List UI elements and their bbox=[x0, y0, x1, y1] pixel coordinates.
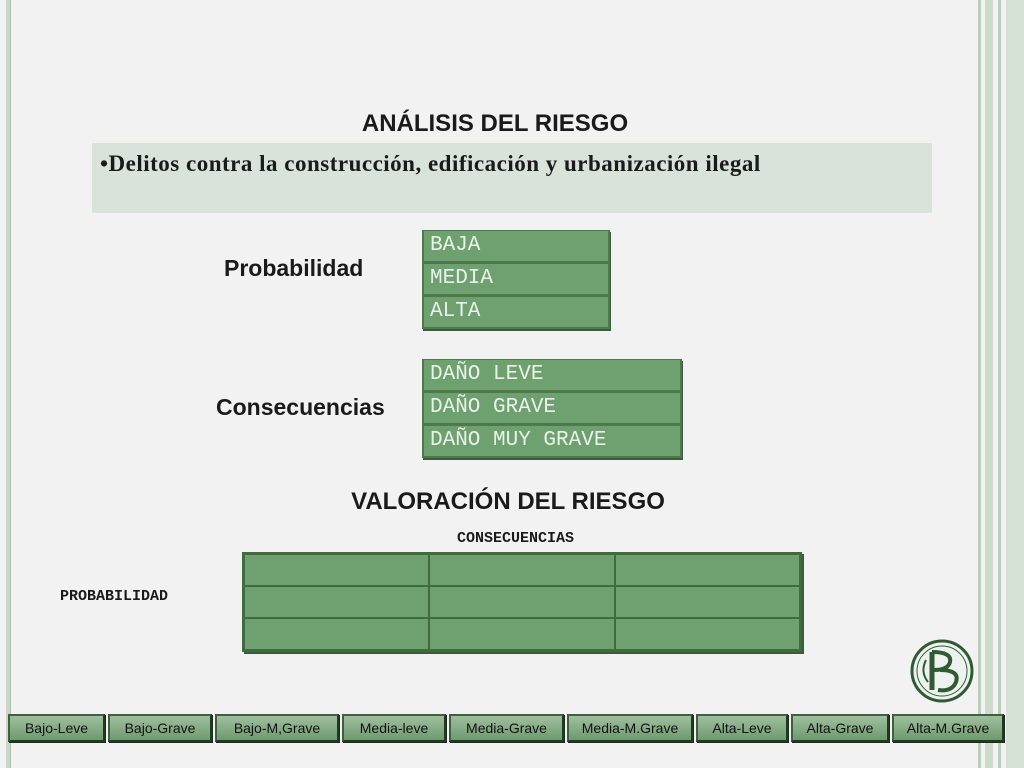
consecuencias-stack bbox=[422, 359, 682, 458]
matrix-cell bbox=[429, 618, 614, 650]
probabilidad-alta: ALTA bbox=[422, 296, 610, 329]
monogram-logo bbox=[910, 638, 974, 704]
nav-bajo-m-grave[interactable]: Bajo-M,Grave bbox=[215, 714, 339, 742]
probabilidad-baja: BAJA bbox=[422, 230, 610, 263]
nav-alta-m-grave[interactable]: Alta-M.Grave bbox=[892, 714, 1004, 742]
bottom-nav bbox=[8, 714, 1006, 744]
nav-alta-grave[interactable]: Alta-Grave bbox=[791, 714, 889, 742]
bullet-text: •Delitos contra la construcción, edificación y urbanización ilegal bbox=[92, 143, 932, 213]
nav-alta-leve[interactable]: Alta-Leve bbox=[696, 714, 788, 742]
matrix-cell bbox=[615, 618, 800, 650]
probabilidad-stack bbox=[422, 230, 610, 329]
matrix-cell bbox=[244, 586, 429, 618]
matrix-cell bbox=[429, 586, 614, 618]
consecuencias-grave: DAÑO GRAVE bbox=[422, 392, 682, 425]
nav-media-m-grave[interactable]: Media-M.Grave bbox=[567, 714, 693, 742]
risk-matrix bbox=[242, 552, 802, 652]
matrix-cell bbox=[615, 554, 800, 586]
matrix-cell bbox=[429, 554, 614, 586]
nav-bajo-grave[interactable]: Bajo-Grave bbox=[108, 714, 212, 742]
matrix-cell bbox=[615, 586, 800, 618]
nav-media-leve[interactable]: Media-leve bbox=[342, 714, 446, 742]
row-axis-label: PROBABILIDAD bbox=[60, 588, 169, 605]
consecuencias-leve: DAÑO LEVE bbox=[422, 359, 682, 392]
matrix-cell bbox=[244, 554, 429, 586]
probabilidad-label: Probabilidad bbox=[224, 255, 364, 281]
consecuencias-muy-grave: DAÑO MUY GRAVE bbox=[422, 425, 682, 458]
matrix-cell bbox=[244, 618, 429, 650]
page-title: ANÁLISIS DEL RIESGO bbox=[361, 110, 629, 137]
col-axis-label: CONSECUENCIAS bbox=[457, 530, 575, 547]
probabilidad-media: MEDIA bbox=[422, 263, 610, 296]
consecuencias-label: Consecuencias bbox=[216, 394, 385, 420]
valoracion-title: VALORACIÓN DEL RIESGO bbox=[351, 488, 665, 515]
nav-media-grave[interactable]: Media-Grave bbox=[449, 714, 564, 742]
nav-bajo-leve[interactable]: Bajo-Leve bbox=[8, 714, 105, 742]
